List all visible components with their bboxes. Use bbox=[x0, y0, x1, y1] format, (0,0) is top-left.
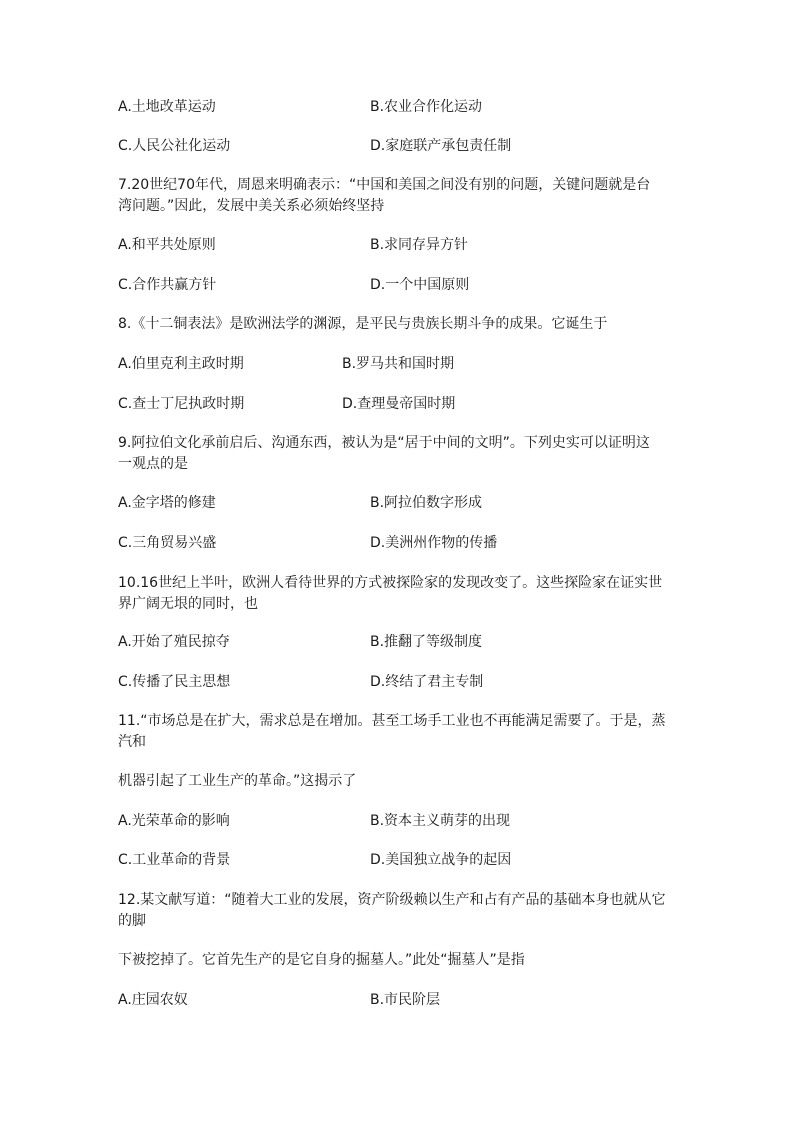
q6-option-c[interactable]: C.人民公社化运动 bbox=[118, 138, 231, 154]
q12-stem-line-2: 的脚 bbox=[118, 913, 146, 929]
q9-option-b[interactable]: B.阿拉伯数字形成 bbox=[370, 495, 483, 511]
q11-stem-line-3: 机器引起了工业生产的革命。”这揭示了 bbox=[118, 773, 357, 789]
q7-option-a[interactable]: A.和平共处原则 bbox=[118, 237, 216, 253]
q10-stem-line-2: 界广阔无垠的同时，也 bbox=[118, 596, 258, 612]
q10-option-c[interactable]: C.传播了民主思想 bbox=[118, 674, 231, 690]
q11-option-d[interactable]: D.美国独立战争的起因 bbox=[370, 852, 512, 868]
q9-stem-line-2: 一观点的是 bbox=[118, 456, 188, 472]
q8-option-d[interactable]: D.查理曼帝国时期 bbox=[342, 396, 456, 412]
q8-option-b[interactable]: B.罗马共和国时期 bbox=[342, 356, 455, 372]
q9-option-d[interactable]: D.美洲州作物的传播 bbox=[370, 535, 498, 551]
q12-option-b[interactable]: B.市民阶层 bbox=[370, 992, 441, 1008]
q7-option-b[interactable]: B.求同存异方针 bbox=[370, 237, 469, 253]
q11-option-c[interactable]: C.工业革命的背景 bbox=[118, 852, 231, 868]
q8-option-a[interactable]: A.伯里克利主政时期 bbox=[118, 356, 244, 372]
q9-option-a[interactable]: A.金字塔的修建 bbox=[118, 495, 216, 511]
q9-option-c[interactable]: C.三角贸易兴盛 bbox=[118, 535, 217, 551]
q10-option-d[interactable]: D.终结了君主专制 bbox=[370, 674, 484, 690]
q10-stem-line-1: 10.16世纪上半叶，欧洲人看待世界的方式被探险家的发现改变了。这些探险家在证实世 bbox=[118, 575, 663, 591]
q7-option-d[interactable]: D.一个中国原则 bbox=[370, 277, 470, 293]
q12-option-a[interactable]: A.庄园农奴 bbox=[118, 992, 188, 1008]
q10-option-a[interactable]: A.开始了殖民掠夺 bbox=[118, 634, 230, 650]
q11-stem-line-2: 汽和 bbox=[118, 734, 146, 750]
q8-stem-line-1: 8.《十二铜表法》是欧洲法学的渊源，是平民与贵族长期斗争的成果。它诞生于 bbox=[118, 316, 608, 332]
q12-stem-line-1: 12.某文献写道：“随着大工业的发展，资产阶级赖以生产和占有产品的基础本身也就从它 bbox=[118, 892, 666, 908]
q8-option-c[interactable]: C.查士丁尼执政时期 bbox=[118, 396, 245, 412]
q7-stem-line-2: 湾问题。”因此，发展中美关系必须始终坚持 bbox=[118, 198, 385, 214]
q12-stem-line-3: 下被挖掉了。它首先生产的是它自身的掘墓人。”此处“掘墓人”是指 bbox=[118, 952, 525, 968]
q6-option-a[interactable]: A.土地改革运动 bbox=[118, 99, 216, 115]
q11-option-b[interactable]: B.资本主义萌芽的出现 bbox=[370, 813, 511, 829]
q10-option-b[interactable]: B.推翻了等级制度 bbox=[370, 634, 483, 650]
q7-option-c[interactable]: C.合作共赢方针 bbox=[118, 277, 217, 293]
q11-stem-line-1: 11.“市场总是在扩大，需求总是在增加。甚至工场手工业也不再能满足需要了。于是，蒸 bbox=[118, 713, 666, 729]
q6-option-d[interactable]: D.家庭联产承包责任制 bbox=[370, 138, 512, 154]
q9-stem-line-1: 9.阿拉伯文化承前启后、沟通东西，被认为是“居于中间的文明”。下列史实可以证明这 bbox=[118, 435, 650, 451]
q7-stem-line-1: 7.20世纪70年代，周恩来明确表示：“中国和美国之间没有别的问题，关键问题就是台 bbox=[118, 177, 651, 193]
q11-option-a[interactable]: A.光荣革命的影响 bbox=[118, 813, 230, 829]
q6-option-b[interactable]: B.农业合作化运动 bbox=[370, 99, 483, 115]
